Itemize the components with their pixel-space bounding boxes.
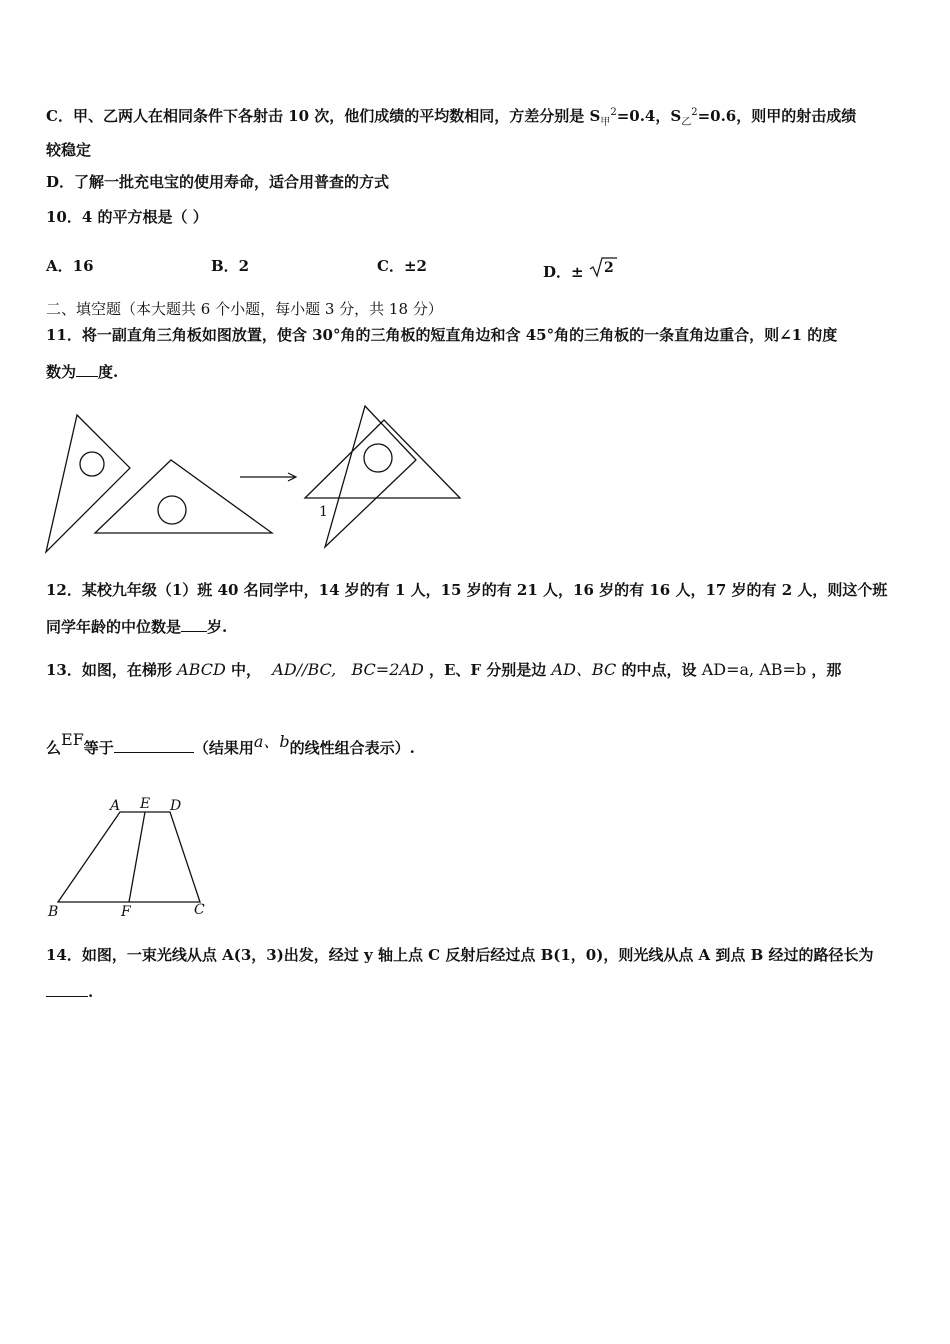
q12-post: 岁. xyxy=(207,618,228,636)
combined-triangle-45 xyxy=(305,420,460,498)
q9c-sub-yi: 乙 xyxy=(681,117,692,128)
q13-math-abcd: ABCD xyxy=(177,660,226,679)
q12-pre: 同学年龄的中位数是 xyxy=(46,618,182,636)
triangle-30-60 xyxy=(46,415,130,552)
q9c-sup-1: 2 xyxy=(610,107,617,118)
q11-pre: 数为 xyxy=(46,363,77,381)
q14-line1: 14．如图，一束光线从点 A(3，3)出发，经过 y 轴上点 C 反射后经过点 B(1，0)，则光线从点 A 到点 B 经过的路径长为 xyxy=(46,946,874,964)
q13-trapezoid-figure xyxy=(40,790,220,925)
q9-option-d: D．了解一批充电宝的使用寿命，适合用普查的方式 xyxy=(46,173,390,191)
combined-hole-circle xyxy=(364,444,392,472)
q12-line2 xyxy=(46,617,227,637)
q13-math-vectors: AD=a, AB=b xyxy=(701,660,807,679)
trapezoid-abcd xyxy=(58,812,200,902)
q13-l2-text-3: （结果用 xyxy=(193,739,254,757)
q9c-val2: =0.6，则甲的射击成绩 xyxy=(697,107,857,125)
q10-d-radicand: 2 xyxy=(603,260,614,276)
triangle-hole-circle xyxy=(80,452,104,476)
q13-line2 xyxy=(46,730,415,758)
q13-line1 xyxy=(46,660,841,680)
q13-text-5: ，那 xyxy=(811,661,842,679)
label-e: E xyxy=(140,796,151,812)
q13-l2-text-1: 么 xyxy=(46,739,62,757)
segment-ef xyxy=(129,812,145,902)
triangle-hole-circle xyxy=(158,496,186,524)
q11-answer-blank xyxy=(76,362,98,377)
triangle-45 xyxy=(95,460,272,533)
q11-triangle-figure xyxy=(40,400,470,560)
q13-text-4: 的中点，设 xyxy=(621,661,697,679)
angle-1-label: 1 xyxy=(319,504,328,520)
q9c-sub-jia: 甲 xyxy=(600,117,611,128)
q14-post: . xyxy=(88,983,94,1001)
q10-option-c: C．±2 xyxy=(377,257,427,275)
q10-option-d xyxy=(543,255,619,282)
label-b: B xyxy=(48,904,59,920)
q14-answer-blank xyxy=(46,982,88,997)
q13-text-2: 中， xyxy=(231,661,262,679)
sqrt-icon xyxy=(589,255,619,279)
q9c-sup-2: 2 xyxy=(691,107,698,118)
q9-option-c-line2: 较稳定 xyxy=(46,141,92,159)
section-2-title: 二、填空题（本大题共 6 个小题，每小题 3 分，共 18 分） xyxy=(46,300,443,318)
q13-math-ef: EF xyxy=(61,730,84,749)
q13-l2-text-2: 等于 xyxy=(83,739,114,757)
combined-triangle-30-60 xyxy=(325,406,416,547)
q11-line2 xyxy=(46,362,118,382)
q12-answer-blank xyxy=(181,617,207,632)
q13-math-parallel: AD//BC, xyxy=(272,660,337,679)
label-c: C xyxy=(194,902,205,918)
q10-option-b: B．2 xyxy=(211,257,250,275)
q13-text-3: ，E、F 分别是边 xyxy=(429,661,547,679)
label-d: D xyxy=(170,798,182,814)
q13-math-ad-bc: AD、BC xyxy=(551,660,617,679)
q9-option-c-line1 xyxy=(46,103,856,133)
q14-line2 xyxy=(46,982,93,1002)
label-a: A xyxy=(110,798,121,814)
q13-math-bc: BC=2AD xyxy=(351,660,424,679)
q13-answer-blank xyxy=(114,738,194,753)
q11-line1: 11．将一副直角三角板如图放置，使含 30°角的三角板的短直角边和含 45°角的三角板的一条直角边重合，则∠1 的度 xyxy=(46,326,838,344)
q13-math-ab: a、b xyxy=(253,732,290,751)
q9c-val1: =0.4，S xyxy=(616,107,682,125)
q11-post: 度. xyxy=(98,363,119,381)
q13-l2-text-4: 的线性组合表示）. xyxy=(289,739,415,757)
q13-text-1: 13．如图，在梯形 xyxy=(46,661,172,679)
label-f: F xyxy=(121,904,131,920)
q9c-text: C．甲、乙两人在相同条件下各射击 10 次，他们成绩的平均数相同，方差分别是 S xyxy=(46,107,601,125)
q10-stem: 10．4 的平方根是（ ） xyxy=(46,208,208,226)
q10-option-a: A．16 xyxy=(46,257,94,275)
q12-line1: 12．某校九年级（1）班 40 名同学中，14 岁的有 1 人，15 岁的有 21 人，16 岁的有 16 人，17 岁的有 2 人，则这个班 xyxy=(46,581,888,599)
q10-d-label: D．± xyxy=(543,263,584,281)
